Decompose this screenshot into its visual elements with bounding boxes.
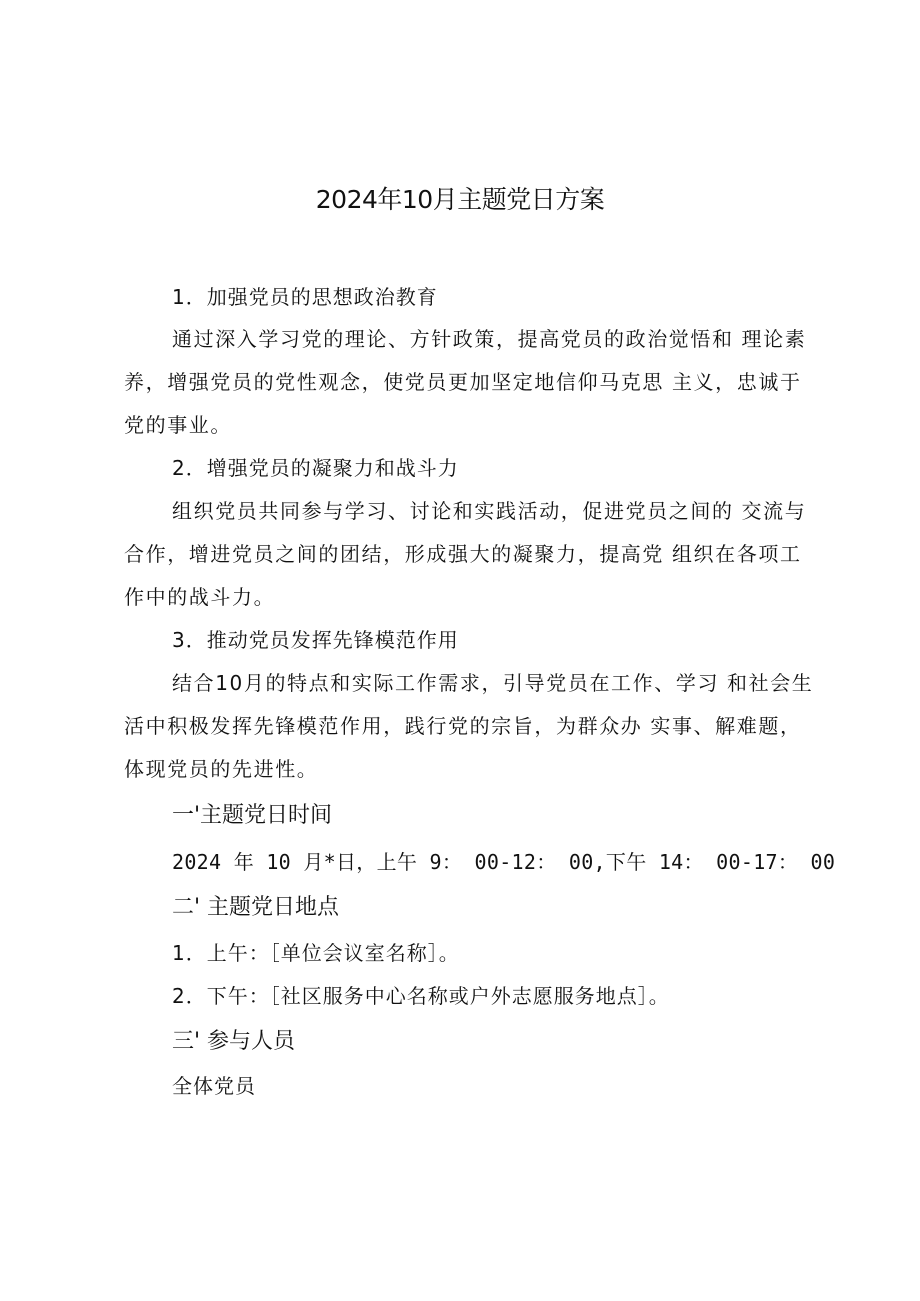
section-1-line-1: 通过深入学习党的理论、方针政策，提高党员的政治觉悟和 理论素 bbox=[172, 327, 807, 351]
section-1-subheading: 1．加强党员的思想政治教育 bbox=[172, 285, 438, 309]
section-2-subheading: 2．增强党员的凝聚力和战斗力 bbox=[172, 456, 459, 480]
participants-heading: 三' 参与人员 bbox=[172, 1029, 296, 1054]
participants-text: 全体党员 bbox=[172, 1074, 256, 1098]
section-1-line-3: 党的事业。 bbox=[124, 413, 232, 437]
section-3-line-3: 体现党员的先进性。 bbox=[124, 757, 319, 781]
time-heading: 一'主题党日时间 bbox=[172, 803, 333, 828]
section-1-line-2: 养，增强党员的党性观念，使党员更加坚定地信仰马克思 主义，忠诚于 bbox=[124, 370, 802, 394]
time-text: 2024 年 10 月*日，上午 9： 00-12： 00,下午 14： 00-17： 00 bbox=[172, 850, 836, 874]
location-morning: 1．上午：［单位会议室名称］。 bbox=[172, 941, 460, 965]
section-3-line-2: 活中积极发挥先锋模范作用，践行党的宗旨，为群众办 实事、解难题， bbox=[124, 714, 802, 738]
section-3-subheading: 3．推动党员发挥先锋模范作用 bbox=[172, 628, 459, 652]
section-2-line-3: 作中的战斗力。 bbox=[124, 585, 276, 609]
location-afternoon: 2．下午：［社区服务中心名称或户外志愿服务地点］。 bbox=[172, 984, 670, 1008]
section-3-line-1: 结合10月的特点和实际工作需求，引导党员在工作、学习 和社会生 bbox=[172, 671, 814, 695]
section-2-line-1: 组织党员共同参与学习、讨论和实践活动，促进党员之间的 交流与 bbox=[172, 499, 807, 523]
location-heading: 二' 主题党日地点 bbox=[172, 895, 340, 920]
section-2-line-2: 合作，增进党员之间的团结，形成强大的凝聚力，提高党 组织在各项工 bbox=[124, 542, 802, 566]
document-title: 2024年10月主题党日方案 bbox=[315, 185, 605, 214]
